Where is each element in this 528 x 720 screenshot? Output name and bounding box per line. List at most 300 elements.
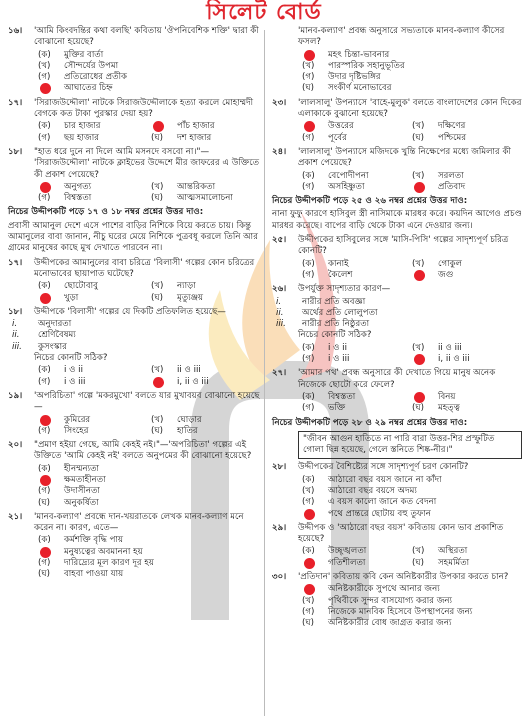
answer-option[interactable]	[302, 343, 412, 354]
option-label: (খ)	[412, 546, 425, 557]
statement-item	[272, 308, 522, 319]
option-text: পারস্পরিক সহানুভূতির	[328, 60, 405, 71]
answer-option[interactable]	[412, 171, 522, 182]
option-text: গতিশীলতা	[328, 557, 366, 568]
option-label: (ঘ)	[38, 497, 51, 508]
statement-label: i.	[276, 296, 282, 307]
option-text: পৃথিবীকে সুন্দর বাসযোগ্য করার জন্য	[328, 595, 453, 606]
answer-option-selected[interactable]	[302, 558, 412, 569]
answer-option[interactable]	[38, 281, 151, 292]
answer-option[interactable]	[302, 72, 522, 83]
answer-option[interactable]	[38, 464, 264, 475]
option-text: সহমর্মিতা	[438, 557, 470, 568]
option-label: (গ)	[38, 376, 51, 387]
question-number: ২৫।	[272, 235, 287, 246]
statement-text: নারীর প্রতি অবজ্ঞা	[302, 296, 366, 307]
option-label: (গ)	[302, 354, 315, 365]
options-list	[8, 281, 264, 304]
question-number: ১৮।	[8, 146, 23, 157]
answer-option-selected[interactable]	[412, 354, 522, 365]
option-text: বিশ্বস্ততা	[328, 391, 356, 402]
question-number: ১৭।	[8, 97, 23, 108]
option-text: আঠারো বছর বয়সে অদম্য	[328, 485, 417, 496]
answer-option[interactable]	[412, 546, 522, 557]
answer-mark-icon	[38, 293, 50, 304]
option-label: (গ)	[38, 193, 51, 204]
answer-option[interactable]	[412, 133, 522, 144]
options-list	[272, 546, 522, 569]
option-label: (খ)	[302, 60, 315, 71]
option-text: ii ও iii	[177, 365, 201, 376]
stimulus-instruction: নিচের উদ্দীপকটি পড়ে ১৭ ও ১৮ নম্বর প্রশ্নের উত্তর দাও:	[8, 207, 204, 218]
stimulus-instruction: নিচের উদ্দীপকটি পড়ে ২৫ ও ২৬ নম্বর প্রশ্নের উত্তর দাও:	[272, 196, 468, 207]
answer-option[interactable]	[412, 558, 522, 569]
statement-text: নারীর প্রতি নিষ্ঠুরতা	[302, 319, 370, 330]
answer-mark-icon	[302, 584, 315, 595]
options-list	[272, 343, 522, 366]
question-stem: উপর্যুক্ত সাদৃশ্যতার কারণ—	[298, 284, 391, 295]
answer-option[interactable]	[302, 403, 412, 414]
answer-option[interactable]	[302, 354, 412, 365]
option-text: i ও ii	[64, 365, 83, 376]
option-label: (ঘ)	[302, 83, 315, 94]
option-label: (ক)	[38, 535, 51, 546]
answer-option-selected[interactable]	[302, 509, 522, 520]
question-item	[272, 572, 522, 629]
options-list	[8, 121, 264, 144]
answer-option-selected[interactable]	[38, 415, 151, 426]
options-list	[8, 365, 264, 388]
option-text: আঘাতের চিহ্ন	[64, 83, 113, 94]
answer-option[interactable]	[302, 61, 522, 72]
statement-text: কুসংস্কার	[38, 341, 67, 352]
question-stem: উদ্দীপকের হাসিবুলের সঙ্গে 'মাসি-পিসি' গল্পের সাদৃশ্যপূর্ণ চরিত্র কোনটি?	[298, 235, 509, 257]
option-text: পূর্বের	[328, 132, 347, 143]
option-text: বিনয়	[438, 391, 456, 402]
answer-mark-icon	[412, 392, 424, 403]
option-label: (ক)	[38, 281, 51, 292]
question-item	[272, 235, 522, 281]
question-number: ১৭।	[8, 257, 23, 268]
question-item	[8, 440, 264, 509]
options-list	[272, 584, 522, 629]
options-list	[8, 464, 264, 509]
statement-label: i.	[12, 319, 18, 330]
option-label: (ক)	[302, 342, 315, 353]
answer-mark-icon	[151, 377, 163, 388]
answer-option[interactable]	[302, 171, 412, 182]
option-text: দারিদ্র্যের মূল কারণ দূর হয়	[64, 558, 154, 569]
stimulus-instruction: নিচের উদ্দীপকটি পড়ে ২৮ ও ২৯ নম্বর প্রশ্নের উত্তর দাও:	[272, 417, 468, 428]
option-label: (ক)	[302, 391, 315, 402]
answer-mark-icon	[412, 354, 424, 365]
statement-text: অনুদারতা	[38, 319, 72, 330]
answer-option-selected[interactable]	[38, 547, 264, 558]
question-prompt: নিচের কোনটি সঠিক?	[34, 353, 108, 364]
answer-option[interactable]	[151, 193, 264, 204]
option-text: বেপোদীপনা	[328, 170, 369, 181]
answer-option-selected[interactable]	[38, 293, 151, 304]
statement-text: অর্থের প্রতি লোলুপতা	[302, 307, 378, 318]
left-column	[0, 26, 264, 720]
option-text: অনিষ্টকারীকে সুপথে আনার জন্য	[328, 584, 440, 595]
option-text: অনুগত্য	[64, 181, 92, 192]
option-label: (ক)	[38, 49, 51, 60]
option-text: দক্ষিণের	[438, 121, 466, 132]
option-label: (ঘ)	[38, 569, 51, 580]
answer-option[interactable]	[302, 486, 522, 497]
question-item	[272, 98, 522, 144]
option-text: i ও ii	[328, 342, 347, 353]
option-label: (ঘ)	[412, 403, 425, 414]
question-prompt: নিচের কোনটি সঠিক?	[298, 330, 372, 341]
option-text: কৈলেশ	[328, 269, 353, 280]
option-text: ঘোড়ার	[177, 414, 202, 425]
answer-option-selected[interactable]	[38, 182, 151, 193]
option-label: (ক)	[302, 258, 315, 269]
answer-mark-icon	[38, 182, 51, 193]
question-stem: উদ্দীপক ও 'আঠারো বছর বয়স' কবিতায় কোন ভাব প্রকাশিত হয়েছে?	[298, 522, 504, 545]
options-list	[272, 259, 522, 282]
option-text: i, ii ও iii	[177, 376, 209, 387]
answer-mark-icon	[38, 415, 51, 426]
answer-option-selected[interactable]	[38, 475, 264, 486]
statement-item	[8, 330, 264, 341]
option-label: (ক)	[302, 474, 315, 485]
option-label: (গ)	[38, 72, 51, 83]
option-label: (গ)	[38, 132, 51, 143]
option-text: জগু	[438, 269, 454, 280]
option-label: (ক)	[302, 546, 315, 557]
option-text: উত্তরের	[328, 121, 354, 132]
answer-option[interactable]	[38, 72, 264, 83]
option-text: অস্থিরতা	[438, 546, 468, 557]
option-label: (ঘ)	[412, 132, 425, 143]
option-label: (গ)	[302, 132, 315, 143]
option-label: (খ)	[151, 365, 164, 376]
option-label: (ক)	[38, 365, 51, 376]
option-label: (খ)	[412, 121, 425, 132]
option-text: এ বয়স কালো জানে কত বেদনা	[328, 497, 437, 508]
answer-option[interactable]	[151, 133, 264, 144]
answer-option[interactable]	[38, 365, 151, 376]
answer-option[interactable]	[38, 61, 264, 72]
question-stem: 'আমি কিংবদন্তির কথা বলছি' কবিতায় 'ঔপনিবেশিক শক্তি' দ্বারা কী বোঝানো হয়েছে?	[34, 26, 259, 48]
option-label: (গ)	[302, 497, 315, 508]
option-text: সংকীর্ণ মনোভাবের	[328, 83, 392, 94]
answer-mark-icon	[302, 509, 314, 520]
option-label: (খ)	[151, 181, 164, 192]
question-number: ২৯।	[272, 522, 287, 533]
option-text: দশ হাজার	[177, 132, 212, 143]
answer-option-selected[interactable]	[412, 392, 522, 403]
option-label: (খ)	[412, 170, 425, 181]
question-item	[8, 26, 264, 95]
stimulus-quote-box: "জীবন আগুন হাতিতে না পারি বারা উত্তর-শির প্রস্ফুটিত গোলা ছিন্ন হয়েছে, গেলে স্তনিতে শিষ্ক-নীর।"	[298, 431, 522, 460]
answer-option-selected[interactable]	[302, 121, 412, 132]
option-label: (খ)	[302, 485, 315, 496]
answer-option[interactable]	[302, 618, 522, 629]
option-text: সরলতা	[438, 170, 464, 181]
options-list	[8, 535, 264, 580]
answer-option[interactable]	[302, 259, 412, 270]
answer-option[interactable]	[38, 193, 151, 204]
option-text: উদাসীনতা	[64, 486, 100, 497]
answer-option[interactable]	[302, 497, 522, 508]
option-label: (গ)	[302, 403, 315, 414]
question-stem: 'লালসালু' উপন্যাসে মজিদকে খুন্তি নিক্ষেপের মধ্যে জমিলার কী প্রকাশ পেয়েছে?	[298, 146, 511, 169]
question-number: ১৬।	[8, 26, 23, 36]
question-number: ২৩।	[272, 97, 287, 108]
column-divider	[264, 30, 265, 716]
options-list	[272, 171, 522, 194]
answer-mark-icon	[302, 121, 315, 132]
statement-label: iii.	[276, 319, 286, 330]
options-list	[272, 50, 522, 95]
option-text: i, ii ও iii	[438, 354, 470, 365]
question-stem: 'মানব-কল্যাণ' প্রবন্ধ অনুসারে সভ্যতাকে মানব-কল্যাণ কীসের ফসল?	[298, 26, 505, 48]
question-stem: 'লালসালু' উপন্যাসে 'বাহে-মুলুক' বলতে বাংলাদেশের কোন দিকের এলাকাকে বুঝানো হয়েছে?	[298, 97, 522, 120]
option-label: (গ)	[302, 606, 315, 617]
answer-option[interactable]	[38, 121, 151, 132]
question-number: ১৮।	[8, 306, 23, 317]
question-item	[8, 98, 264, 144]
answer-option-selected[interactable]	[38, 83, 264, 94]
question-number: ৩০।	[272, 572, 287, 583]
answer-option[interactable]	[38, 498, 264, 509]
option-label: (খ)	[412, 342, 425, 353]
option-label: (খ)	[412, 258, 425, 269]
option-text: সৌন্দর্যের উপমা	[64, 60, 119, 71]
answer-option[interactable]	[302, 392, 412, 403]
option-label: (গ)	[302, 72, 315, 83]
option-label: (গ)	[38, 425, 51, 436]
option-label: (খ)	[302, 595, 315, 606]
answer-option-selected[interactable]	[302, 50, 522, 61]
option-text: ভক্তি	[328, 403, 346, 414]
statement-item	[272, 297, 522, 308]
answer-option[interactable]	[38, 569, 264, 580]
option-text: হাতির	[177, 425, 198, 436]
right-column	[266, 26, 528, 720]
option-text: ক্ষমতাহীনতা	[64, 474, 106, 485]
options-list	[272, 475, 522, 520]
answer-option-selected[interactable]	[302, 584, 522, 595]
option-text: ছয় হাজার	[64, 132, 99, 143]
options-list	[8, 415, 264, 438]
answer-option[interactable]	[412, 343, 522, 354]
answer-option[interactable]	[38, 133, 151, 144]
option-text: আঠারো বছর বয়স জানে না কাঁদা	[328, 474, 442, 485]
answer-mark-icon	[302, 50, 315, 61]
answer-mark-icon	[302, 558, 314, 569]
option-text: i ও iii	[328, 354, 350, 365]
question-stem: 'প্রতিদান' কবিতায় কবি কেন অনিষ্টকারীর উপকার করতে চান?	[298, 572, 509, 583]
answer-mark-icon	[412, 182, 424, 193]
answer-option[interactable]	[151, 426, 264, 437]
option-text: হীনম্মন্যতা	[64, 463, 100, 474]
question-stem: 'মানব-কল্যাণ' প্রবন্ধে দান-খয়রাতকে লেখক মানব-কল্যাণ মনে করেন না। কারণ, এতে—	[34, 511, 244, 534]
answer-option-selected[interactable]	[412, 182, 522, 193]
answer-option[interactable]	[38, 377, 151, 388]
option-text: গোকুল	[438, 258, 463, 269]
option-text: মনুষ্যত্বের অবমাননা হয়	[64, 546, 143, 557]
option-text: মহত্ত্ব	[438, 403, 460, 414]
option-text: প্রতিরোধের প্রতীক	[64, 72, 128, 83]
option-text: প্রতিবাদ	[438, 181, 466, 192]
question-number: ২৪।	[272, 146, 287, 157]
options-list	[272, 121, 522, 144]
question-item	[272, 147, 522, 193]
question-number: ২৮।	[272, 462, 287, 473]
statement-label: ii.	[276, 307, 284, 318]
option-label: (গ)	[38, 486, 51, 497]
question-item	[272, 26, 522, 95]
option-text: অনিষ্টকারীর বোধ জাগ্রত করার জন্য	[328, 618, 452, 629]
option-label: (ক)	[38, 121, 51, 132]
statement-item	[272, 319, 522, 330]
question-number: ১৯।	[8, 390, 23, 401]
answer-mark-icon	[151, 121, 163, 132]
option-text: আত্মসমালোচনা	[177, 193, 233, 204]
question-stem: "হাত ধরে দুনে না দিলে আমি মসনদে বসবো না।"— 'সিরাজউদ্দৌলা' নাটকে ক্লাইভের উদ্দেশে মীর জাফরের এ উক্তিতে কী প্রকাশ পেয়েছে?	[34, 146, 260, 180]
option-text: কুমিরের	[64, 414, 91, 425]
question-item	[8, 391, 264, 437]
answer-option[interactable]	[412, 259, 522, 270]
option-label: (খ)	[38, 60, 51, 71]
option-text: পশ্চিমের	[438, 132, 467, 143]
option-label: (ঘ)	[151, 132, 164, 143]
question-number: ২৭।	[272, 368, 287, 379]
question-stem: 'অপরিচিতা' গল্পে 'মকরমুখো' বলতে যার মুখাবয়ব বোঝানো হয়েছে—	[34, 390, 260, 413]
options-list	[272, 392, 522, 415]
option-text: ছোটোবাবু	[64, 281, 98, 292]
answer-option[interactable]	[38, 535, 264, 546]
option-text: নিজেকে মানবিক হিসেবে উপস্থাপনের জন্য	[328, 606, 473, 617]
stimulus-passage: প্রবাসী আমানুল দেশে এসে পাশের বাড়ির নিশিকে বিয়ে করতে চায়। কিন্তু আমানুলের বাবা জানান, নীচু ঘরের মেয়ে নিশিকে পুত্রবধূ করলে তিনি আর গ্রামের মানুষের কাছে মুখ দেখাতে পারবেন না।	[8, 220, 258, 254]
statement-item	[8, 342, 264, 353]
answer-option[interactable]	[302, 133, 412, 144]
answer-option[interactable]	[38, 486, 264, 497]
option-text: পাঁচ হাজার	[177, 121, 215, 132]
question-item	[272, 368, 522, 414]
answer-option[interactable]	[412, 403, 522, 414]
answer-option-selected[interactable]	[412, 270, 522, 281]
question-item	[8, 147, 264, 204]
answer-option[interactable]	[151, 365, 264, 376]
question-stem: 'আমার পথ' প্রবন্ধ অনুসারে কী দেখাতে গিয়ে মানুষ অনেক নিজেকে ছোটো করে ফেলে?	[298, 368, 496, 390]
option-text: উদার দৃষ্টিভঙ্গির	[328, 72, 381, 83]
question-stem: উদ্দীপকে 'বিলাসী' গল্পের যে দিকটি প্রতিফলিত হয়েছে—	[34, 306, 226, 317]
answer-option[interactable]	[302, 546, 412, 557]
question-stem: "প্রমাণ হইয়া গেছে, আমি কেহই নই।"—'অপরিচিতা' গল্পের এই উক্তিতে 'আমি কেহই নই' বলতে অনুপমের কী বোঝানো হয়েছে?	[34, 440, 252, 462]
statement-text: শ্রেণিবৈষম্য	[38, 330, 76, 341]
answer-option[interactable]	[302, 270, 412, 281]
answer-option[interactable]	[302, 182, 412, 193]
option-label: (ঘ)	[151, 425, 164, 436]
answer-mark-icon	[38, 547, 50, 558]
question-item	[8, 258, 264, 304]
options-list	[8, 50, 264, 95]
statement-label: iii.	[12, 341, 22, 352]
option-text: মহৎ চিন্তা-ভাবনার	[328, 49, 390, 60]
option-text: অনুকর্ষিতা	[64, 497, 99, 508]
option-label: (ক)	[38, 463, 51, 474]
option-text: অসহিষ্ণুতা	[328, 181, 365, 192]
answer-mark-icon	[412, 270, 424, 281]
answer-option[interactable]	[151, 293, 264, 304]
option-text: উচ্ছৃঙ্খলতা	[328, 546, 367, 557]
answer-mark-icon	[38, 475, 50, 486]
question-number: ২০।	[8, 440, 23, 451]
option-text: সিংহের	[64, 425, 89, 436]
answer-option[interactable]	[38, 426, 151, 437]
answer-option-selected[interactable]	[151, 121, 264, 132]
option-label: (গ)	[302, 269, 315, 280]
option-text: ন্যাড়া	[177, 281, 196, 292]
stimulus-passage: নানা ফুফু কারণে হাসিবুল স্ত্রী নাসিমাকে মারধর করে। কয়দিন আগেও প্রচণ্ড মারধর করেছে। বাপের বাড়ি থেকে টাকা এনে দেওয়ার জন্য।	[272, 209, 522, 231]
question-item	[272, 462, 522, 519]
option-text: কানাই	[328, 258, 349, 269]
answer-mark-icon	[38, 83, 50, 94]
question-item	[8, 512, 264, 581]
question-number: ২১।	[8, 511, 23, 522]
answer-option[interactable]	[412, 121, 522, 132]
option-text: বিশ্বস্ততা	[64, 193, 92, 204]
answer-option-selected[interactable]	[151, 377, 264, 388]
option-label: (ক)	[302, 170, 315, 181]
option-text: পথে প্রান্তরে ছোটায় বহু তুফান	[328, 508, 431, 519]
question-stem: 'সিরাজউদ্দৌলা' নাটকে সিরাজউদ্দৌলাকে হত্যা করলে মোহাম্মদী বেগকে কত টাকা পুরস্কার দেয়া হয়?	[34, 97, 254, 120]
statement-label: ii.	[12, 330, 20, 341]
option-label: (খ)	[151, 281, 164, 292]
question-stem: উদ্দীপকের আমানুলের বাবা চরিত্রে 'বিলাসী' গল্পের কোন চরিত্রের মনোভাবের ছায়াপাত ঘটেছে?	[34, 257, 255, 279]
question-item	[272, 284, 522, 365]
answer-option[interactable]	[302, 475, 522, 486]
option-label: (ঘ)	[151, 292, 164, 303]
options-list	[8, 182, 264, 205]
option-label: (ঘ)	[412, 557, 425, 568]
option-text: চার হাজার	[64, 121, 101, 132]
option-text: মৃত্যুঞ্জয়	[177, 292, 204, 303]
answer-option[interactable]	[151, 415, 264, 426]
answer-option[interactable]	[38, 558, 264, 569]
option-text: বাহবা পাওয়া যায়	[64, 569, 124, 580]
option-text: খুড়া	[64, 292, 79, 303]
statement-item	[8, 319, 264, 330]
answer-option[interactable]	[151, 182, 264, 193]
board-title: সিলেট বোর্ড	[206, 0, 322, 25]
answer-option[interactable]	[302, 83, 522, 94]
question-item	[8, 307, 264, 388]
option-text: আন্তরিকতা	[177, 181, 216, 192]
option-label: (খ)	[151, 414, 164, 425]
answer-option[interactable]	[151, 281, 264, 292]
answer-option[interactable]	[38, 50, 264, 61]
option-text: ii ও iii	[438, 342, 462, 353]
option-text: মুক্তির বার্তা	[64, 49, 104, 60]
option-label: (ঘ)	[151, 193, 164, 204]
option-label: (ঘ)	[302, 618, 315, 629]
option-text: কর্মশক্তি বৃদ্ধি পায়	[64, 535, 124, 546]
answer-option[interactable]	[302, 607, 522, 618]
question-item	[272, 523, 522, 569]
option-label: (গ)	[302, 181, 315, 192]
option-label: (গ)	[38, 558, 51, 569]
option-text: i ও iii	[64, 376, 86, 387]
answer-option[interactable]	[302, 596, 522, 607]
question-stem: উদ্দীপকের বৈশিষ্ট্যের সঙ্গে সাদৃশ্যপূর্ণ চরণ কোনটি?	[298, 462, 469, 473]
